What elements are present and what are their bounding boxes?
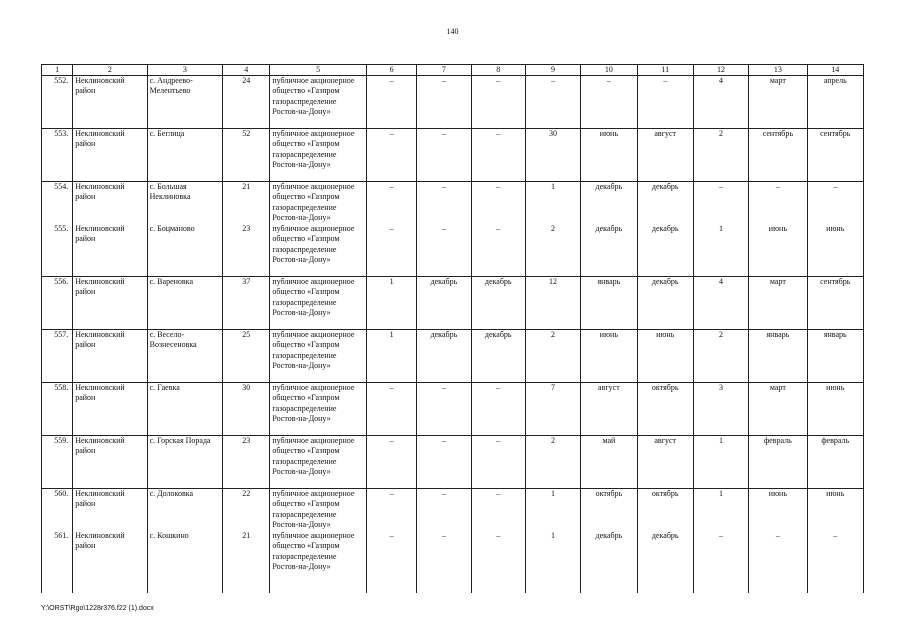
- cell-c9: 7: [525, 383, 580, 436]
- table-row: [42, 436, 864, 489]
- cell-c8: –: [471, 76, 525, 129]
- cell-c9: 30: [525, 129, 580, 182]
- column-header: 1: [42, 65, 73, 76]
- cell-c12: 4: [693, 277, 748, 330]
- cell-org: публичное акционерное общество «Газпром газораспределение Ростов-на-Дону»: [270, 531, 367, 593]
- cell-c6: –: [366, 129, 416, 182]
- cell-c10: декабрь: [581, 531, 637, 593]
- cell-district: Неклиновский район: [73, 330, 147, 383]
- table-row: [42, 531, 864, 593]
- cell-c11: –: [637, 76, 693, 129]
- cell-c10: август: [581, 383, 637, 436]
- cell-c14: январь: [807, 330, 863, 383]
- cell-c12: –: [693, 531, 748, 593]
- cell-c8: –: [471, 129, 525, 182]
- cell-village: с. Андреево-Мелентьево: [147, 76, 222, 129]
- cell-c7: –: [417, 436, 471, 489]
- cell-c6: –: [366, 224, 416, 277]
- cell-c13: март: [749, 76, 807, 129]
- table-row: [42, 383, 864, 436]
- cell-org: публичное акционерное общество «Газпром газораспределение Ростов-на-Дону»: [270, 76, 367, 129]
- cell-village: с. Беглица: [147, 129, 222, 182]
- cell-c9: 12: [525, 277, 580, 330]
- cell-village: с. Долоковка: [147, 489, 222, 532]
- cell-c11: август: [637, 436, 693, 489]
- cell-org: публичное акционерное общество «Газпром газораспределение Ростов-на-Дону»: [270, 277, 367, 330]
- column-header: 12: [693, 65, 748, 76]
- cell-c8: –: [471, 383, 525, 436]
- cell-district: Неклиновский район: [73, 129, 147, 182]
- cell-org: публичное акционерное общество «Газпром газораспределение Ростов-на-Дону»: [270, 436, 367, 489]
- cell-c6: –: [366, 383, 416, 436]
- cell-district: Неклиновский район: [73, 436, 147, 489]
- cell-c9: 1: [525, 531, 580, 593]
- cell-count: 22: [223, 489, 270, 532]
- column-number-row: [42, 65, 864, 76]
- cell-village: с. Вареновка: [147, 277, 222, 330]
- cell-c9: 2: [525, 224, 580, 277]
- cell-c8: –: [471, 182, 525, 225]
- cell-c14: июнь: [807, 383, 863, 436]
- cell-c13: –: [749, 531, 807, 593]
- cell-c11: октябрь: [637, 383, 693, 436]
- cell-c6: 1: [366, 330, 416, 383]
- cell-c8: –: [471, 489, 525, 532]
- cell-village: с. Весело-Вознесеновка: [147, 330, 222, 383]
- column-header: 9: [525, 65, 580, 76]
- cell-c14: февраль: [807, 436, 863, 489]
- cell-village: с. Большая Неклиновка: [147, 182, 222, 225]
- cell-c7: –: [417, 182, 471, 225]
- cell-district: Неклиновский район: [73, 531, 147, 593]
- cell-n: 560.: [42, 489, 73, 532]
- cell-c13: сентябрь: [749, 129, 807, 182]
- cell-count: 37: [223, 277, 270, 330]
- cell-c8: декабрь: [471, 277, 525, 330]
- cell-c11: декабрь: [637, 182, 693, 225]
- page-number: 140: [446, 27, 459, 36]
- cell-org: публичное акционерное общество «Газпром газораспределение Ростов-на-Дону»: [270, 129, 367, 182]
- cell-c7: –: [417, 383, 471, 436]
- cell-c9: –: [525, 76, 580, 129]
- cell-c13: июнь: [749, 489, 807, 532]
- cell-c13: июнь: [749, 224, 807, 277]
- cell-c11: декабрь: [637, 224, 693, 277]
- cell-district: Неклиновский район: [73, 489, 147, 532]
- cell-n: 552.: [42, 76, 73, 129]
- cell-c8: –: [471, 531, 525, 593]
- cell-c10: декабрь: [581, 182, 637, 225]
- cell-c10: –: [581, 76, 637, 129]
- cell-org: публичное акционерное общество «Газпром газораспределение Ростов-на-Дону»: [270, 182, 367, 225]
- cell-count: 30: [223, 383, 270, 436]
- cell-n: 558.: [42, 383, 73, 436]
- cell-c8: –: [471, 224, 525, 277]
- cell-c13: март: [749, 383, 807, 436]
- cell-c6: 1: [366, 277, 416, 330]
- cell-c7: –: [417, 489, 471, 532]
- column-header: 2: [73, 65, 147, 76]
- table-row: [42, 129, 864, 182]
- column-header: 5: [270, 65, 367, 76]
- cell-org: публичное акционерное общество «Газпром газораспределение Ростов-на-Дону»: [270, 383, 367, 436]
- column-header: 13: [749, 65, 807, 76]
- cell-c6: –: [366, 76, 416, 129]
- column-header: 6: [366, 65, 416, 76]
- cell-count: 21: [223, 182, 270, 225]
- table-row: [42, 182, 864, 225]
- cell-c12: 1: [693, 489, 748, 532]
- cell-village: с. Кошкино: [147, 531, 222, 593]
- cell-c7: –: [417, 531, 471, 593]
- cell-c14: июнь: [807, 224, 863, 277]
- cell-district: Неклиновский район: [73, 76, 147, 129]
- cell-c9: 2: [525, 436, 580, 489]
- cell-c14: сентябрь: [807, 277, 863, 330]
- table-row: [42, 224, 864, 277]
- gasification-table: [41, 64, 864, 593]
- cell-n: 557.: [42, 330, 73, 383]
- cell-n: 556.: [42, 277, 73, 330]
- cell-c13: февраль: [749, 436, 807, 489]
- cell-c7: декабрь: [417, 330, 471, 383]
- cell-c14: апрель: [807, 76, 863, 129]
- cell-c7: –: [417, 76, 471, 129]
- cell-c10: июнь: [581, 129, 637, 182]
- column-header: 10: [581, 65, 637, 76]
- cell-count: 23: [223, 224, 270, 277]
- cell-c6: –: [366, 489, 416, 532]
- cell-count: 23: [223, 436, 270, 489]
- cell-n: 553.: [42, 129, 73, 182]
- file-path-footer: Y:\ORST\Rgo\1228r376.f22 (1).docx: [41, 605, 154, 612]
- cell-n: 561.: [42, 531, 73, 593]
- table-row: [42, 330, 864, 383]
- column-header: 8: [471, 65, 525, 76]
- cell-c8: декабрь: [471, 330, 525, 383]
- cell-c10: июнь: [581, 330, 637, 383]
- cell-district: Неклиновский район: [73, 182, 147, 225]
- cell-c10: октябрь: [581, 489, 637, 532]
- cell-c6: –: [366, 531, 416, 593]
- table-row: [42, 489, 864, 532]
- cell-c14: июнь: [807, 489, 863, 532]
- column-header: 4: [223, 65, 270, 76]
- cell-c14: сентябрь: [807, 129, 863, 182]
- cell-c12: 2: [693, 330, 748, 383]
- column-header: 7: [417, 65, 471, 76]
- cell-c11: декабрь: [637, 277, 693, 330]
- column-header: 3: [147, 65, 222, 76]
- cell-c12: 2: [693, 129, 748, 182]
- cell-n: 555.: [42, 224, 73, 277]
- cell-org: публичное акционерное общество «Газпром газораспределение Ростов-на-Дону»: [270, 489, 367, 532]
- cell-count: 24: [223, 76, 270, 129]
- cell-c12: –: [693, 182, 748, 225]
- cell-count: 21: [223, 531, 270, 593]
- cell-c11: декабрь: [637, 531, 693, 593]
- cell-c6: –: [366, 182, 416, 225]
- cell-c13: январь: [749, 330, 807, 383]
- cell-n: 559.: [42, 436, 73, 489]
- cell-village: с. Боцманово: [147, 224, 222, 277]
- cell-c13: март: [749, 277, 807, 330]
- table-row: [42, 76, 864, 129]
- cell-c12: 1: [693, 224, 748, 277]
- cell-c7: –: [417, 224, 471, 277]
- cell-c11: август: [637, 129, 693, 182]
- cell-n: 554.: [42, 182, 73, 225]
- cell-c10: декабрь: [581, 224, 637, 277]
- cell-c11: июнь: [637, 330, 693, 383]
- cell-c10: май: [581, 436, 637, 489]
- table-row: [42, 277, 864, 330]
- cell-c9: 1: [525, 489, 580, 532]
- cell-village: с. Горская Порада: [147, 436, 222, 489]
- column-header: 11: [637, 65, 693, 76]
- cell-c12: 3: [693, 383, 748, 436]
- cell-c11: октябрь: [637, 489, 693, 532]
- cell-c9: 2: [525, 330, 580, 383]
- cell-c7: декабрь: [417, 277, 471, 330]
- cell-district: Неклиновский район: [73, 224, 147, 277]
- cell-c6: –: [366, 436, 416, 489]
- cell-district: Неклиновский район: [73, 277, 147, 330]
- cell-c12: 1: [693, 436, 748, 489]
- cell-count: 25: [223, 330, 270, 383]
- cell-org: публичное акционерное общество «Газпром газораспределение Ростов-на-Дону»: [270, 224, 367, 277]
- cell-org: публичное акционерное общество «Газпром газораспределение Ростов-на-Дону»: [270, 330, 367, 383]
- cell-village: с. Гаевка: [147, 383, 222, 436]
- cell-c14: –: [807, 531, 863, 593]
- cell-c12: 4: [693, 76, 748, 129]
- cell-c7: –: [417, 129, 471, 182]
- cell-c10: январь: [581, 277, 637, 330]
- cell-c8: –: [471, 436, 525, 489]
- cell-count: 52: [223, 129, 270, 182]
- cell-c13: –: [749, 182, 807, 225]
- cell-c9: 1: [525, 182, 580, 225]
- column-header: 14: [807, 65, 863, 76]
- cell-c14: –: [807, 182, 863, 225]
- cell-district: Неклиновский район: [73, 383, 147, 436]
